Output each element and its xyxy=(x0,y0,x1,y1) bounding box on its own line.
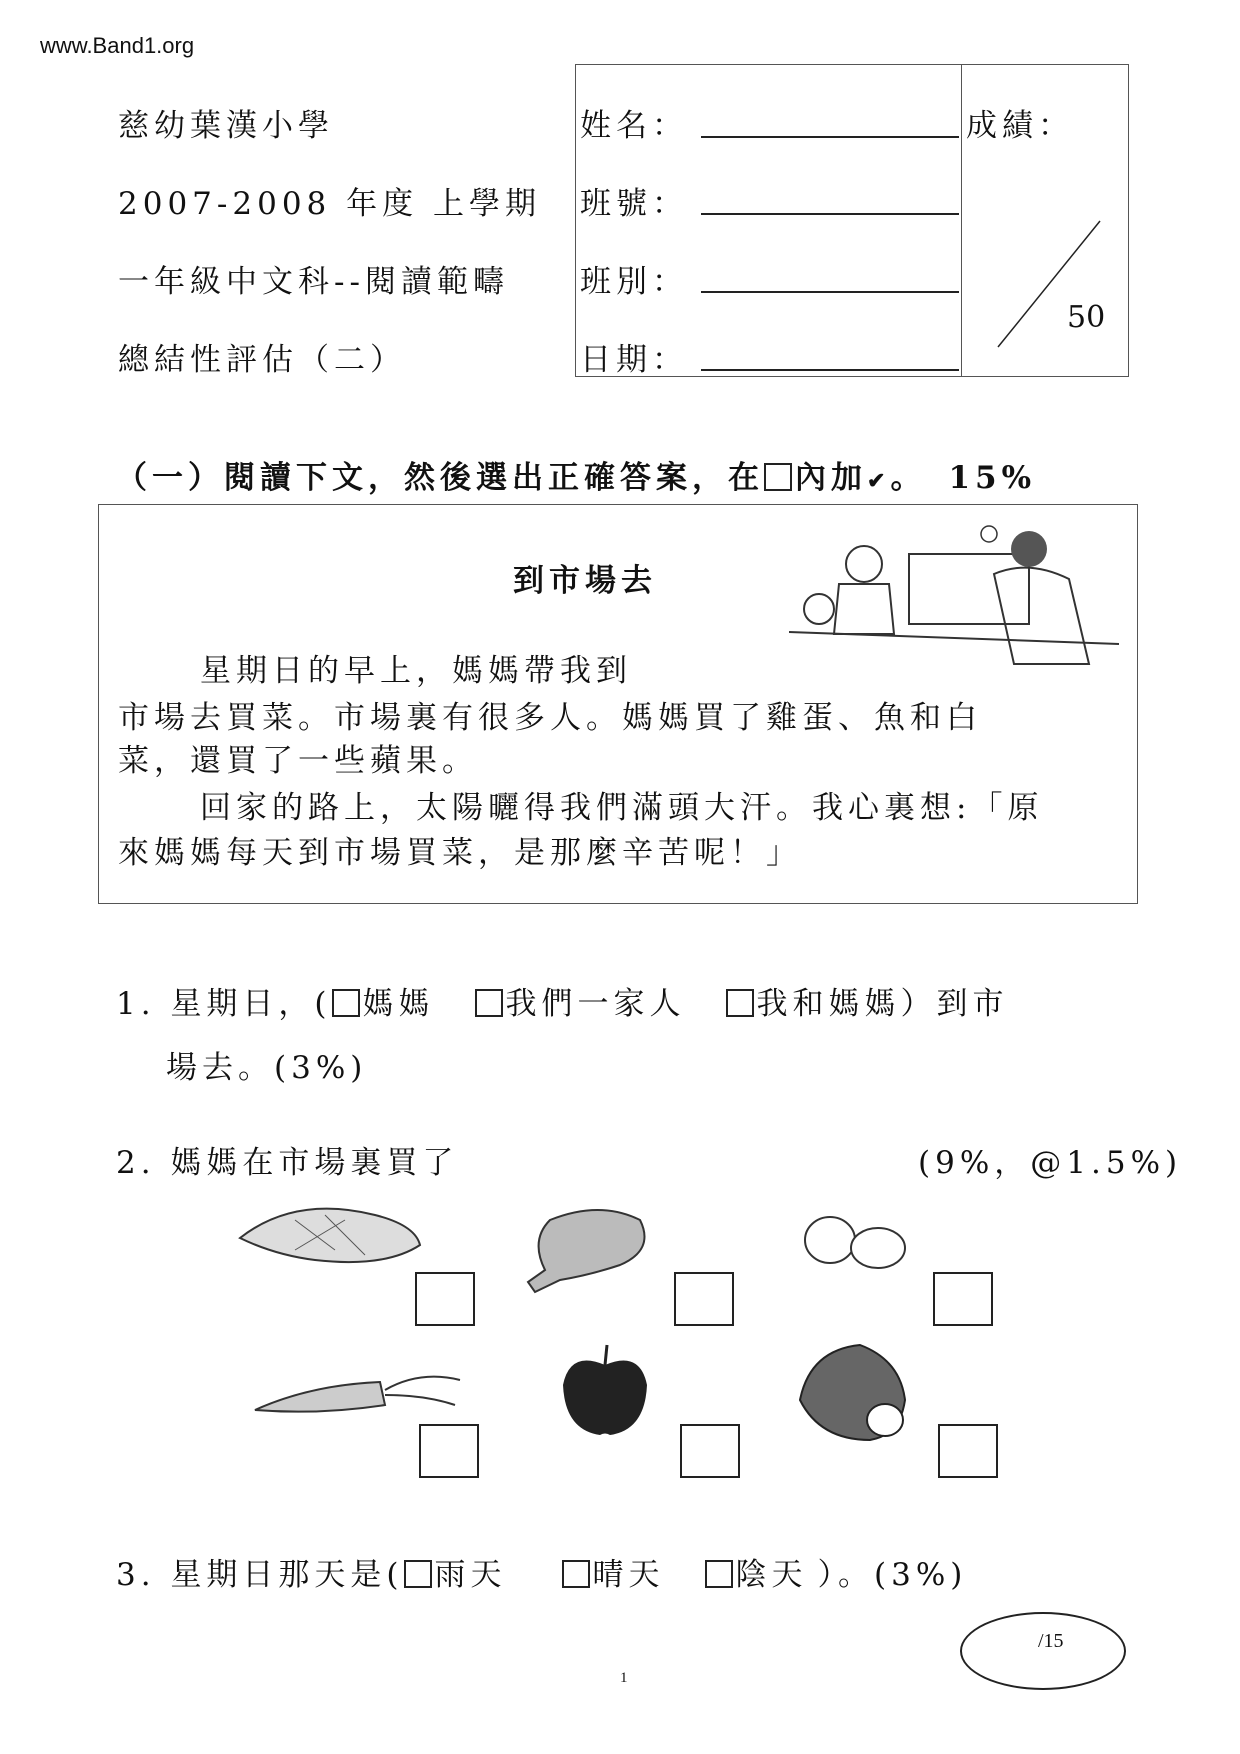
instruction-text: 內加 xyxy=(795,460,867,496)
option-checkbox[interactable] xyxy=(332,989,360,1017)
passage-line: 來媽媽每天到市場買菜，是那麼辛苦呢！」 xyxy=(118,835,802,871)
page-score: /15 xyxy=(1038,1630,1064,1652)
question-1-cont: 場去。(3%) xyxy=(166,1050,368,1086)
passage-line: 星期日的早上，媽媽帶我到 xyxy=(200,653,632,689)
question-number: 2. xyxy=(116,1145,156,1181)
school-year: 2007-2008 年度 上學期 xyxy=(118,186,541,222)
answer-box-fish[interactable] xyxy=(415,1272,475,1326)
checkbox-sample xyxy=(764,463,792,491)
passage-title: 到市場去 xyxy=(513,563,657,599)
fish-icon xyxy=(235,1190,425,1270)
market-illustration xyxy=(789,524,1119,669)
question-3 xyxy=(116,1549,967,1594)
option-label: 媽媽 xyxy=(362,986,435,1022)
cabbage-icon xyxy=(790,1340,915,1445)
score-total: 50 xyxy=(1067,300,1106,335)
watermark: www.Band1.org xyxy=(40,33,195,58)
answer-box-carrot[interactable] xyxy=(419,1424,479,1478)
carrot-icon xyxy=(250,1360,470,1420)
option-checkbox[interactable] xyxy=(705,1560,733,1588)
divider xyxy=(961,64,962,376)
check-icon: ✔ xyxy=(867,468,891,494)
question-text: 媽媽在市場裏買了 xyxy=(170,1145,459,1181)
option-label: 我和媽媽 xyxy=(756,986,901,1022)
section-instruction xyxy=(116,452,1036,497)
name-field[interactable] xyxy=(701,136,959,138)
answer-box-apple[interactable] xyxy=(680,1424,740,1478)
option-label: 雨天 xyxy=(434,1557,507,1593)
passage-line: 市場去買菜。市場裏有很多人。媽媽買了雞蛋、魚和白 xyxy=(118,700,982,736)
assessment-title: 總結性評估（二） xyxy=(118,342,406,378)
option-checkbox[interactable] xyxy=(562,1560,590,1588)
class-field[interactable] xyxy=(701,291,959,293)
question-1 xyxy=(116,978,1009,1023)
option-checkbox[interactable] xyxy=(726,989,754,1017)
subject: 一年級中文科--閱讀範疇 xyxy=(118,264,509,300)
instruction-text: （一）閱讀下文，然後選出正確答案，在 xyxy=(116,460,764,496)
school-name: 慈幼葉漢小學 xyxy=(118,108,334,144)
class-number-field[interactable] xyxy=(701,213,959,215)
question-2 xyxy=(116,1137,458,1182)
question-number: 3. xyxy=(116,1557,156,1593)
question-text: 星期日，( xyxy=(170,986,332,1022)
option-checkbox[interactable] xyxy=(475,989,503,1017)
option-label: 晴天 xyxy=(592,1557,665,1593)
question-text: 星期日那天是( xyxy=(170,1557,404,1593)
page-number: 1 xyxy=(620,1670,628,1686)
section-marks: 15% xyxy=(948,460,1037,496)
option-checkbox[interactable] xyxy=(404,1560,432,1588)
class-label: 班別： xyxy=(580,264,688,300)
passage-line: 菜，還買了一些蘋果。 xyxy=(118,743,478,779)
option-label: 陰天 xyxy=(735,1557,808,1593)
instruction-text: 。 xyxy=(890,460,927,496)
eggs-icon xyxy=(800,1210,910,1270)
option-label: 我們一家人 xyxy=(505,986,686,1022)
chicken-leg-icon xyxy=(520,1200,660,1295)
answer-box-eggs[interactable] xyxy=(933,1272,993,1326)
question-text: ）。(3%) xyxy=(817,1557,968,1593)
question-2-marks: (9%，@1.5%) xyxy=(918,1145,1183,1181)
question-text: ）到市 xyxy=(900,986,1009,1022)
apple-icon xyxy=(555,1340,655,1440)
class-number-label: 班號： xyxy=(580,186,688,222)
question-number: 1. xyxy=(116,986,156,1022)
name-label: 姓名： xyxy=(580,108,688,144)
passage-line: 回家的路上，太陽曬得我們滿頭大汗。我心裏想:「原 xyxy=(200,790,1044,826)
answer-box-cabbage[interactable] xyxy=(938,1424,998,1478)
date-field[interactable] xyxy=(701,369,959,371)
date-label: 日期： xyxy=(580,342,688,378)
score-label: 成績： xyxy=(966,108,1074,144)
answer-box-chicken[interactable] xyxy=(674,1272,734,1326)
